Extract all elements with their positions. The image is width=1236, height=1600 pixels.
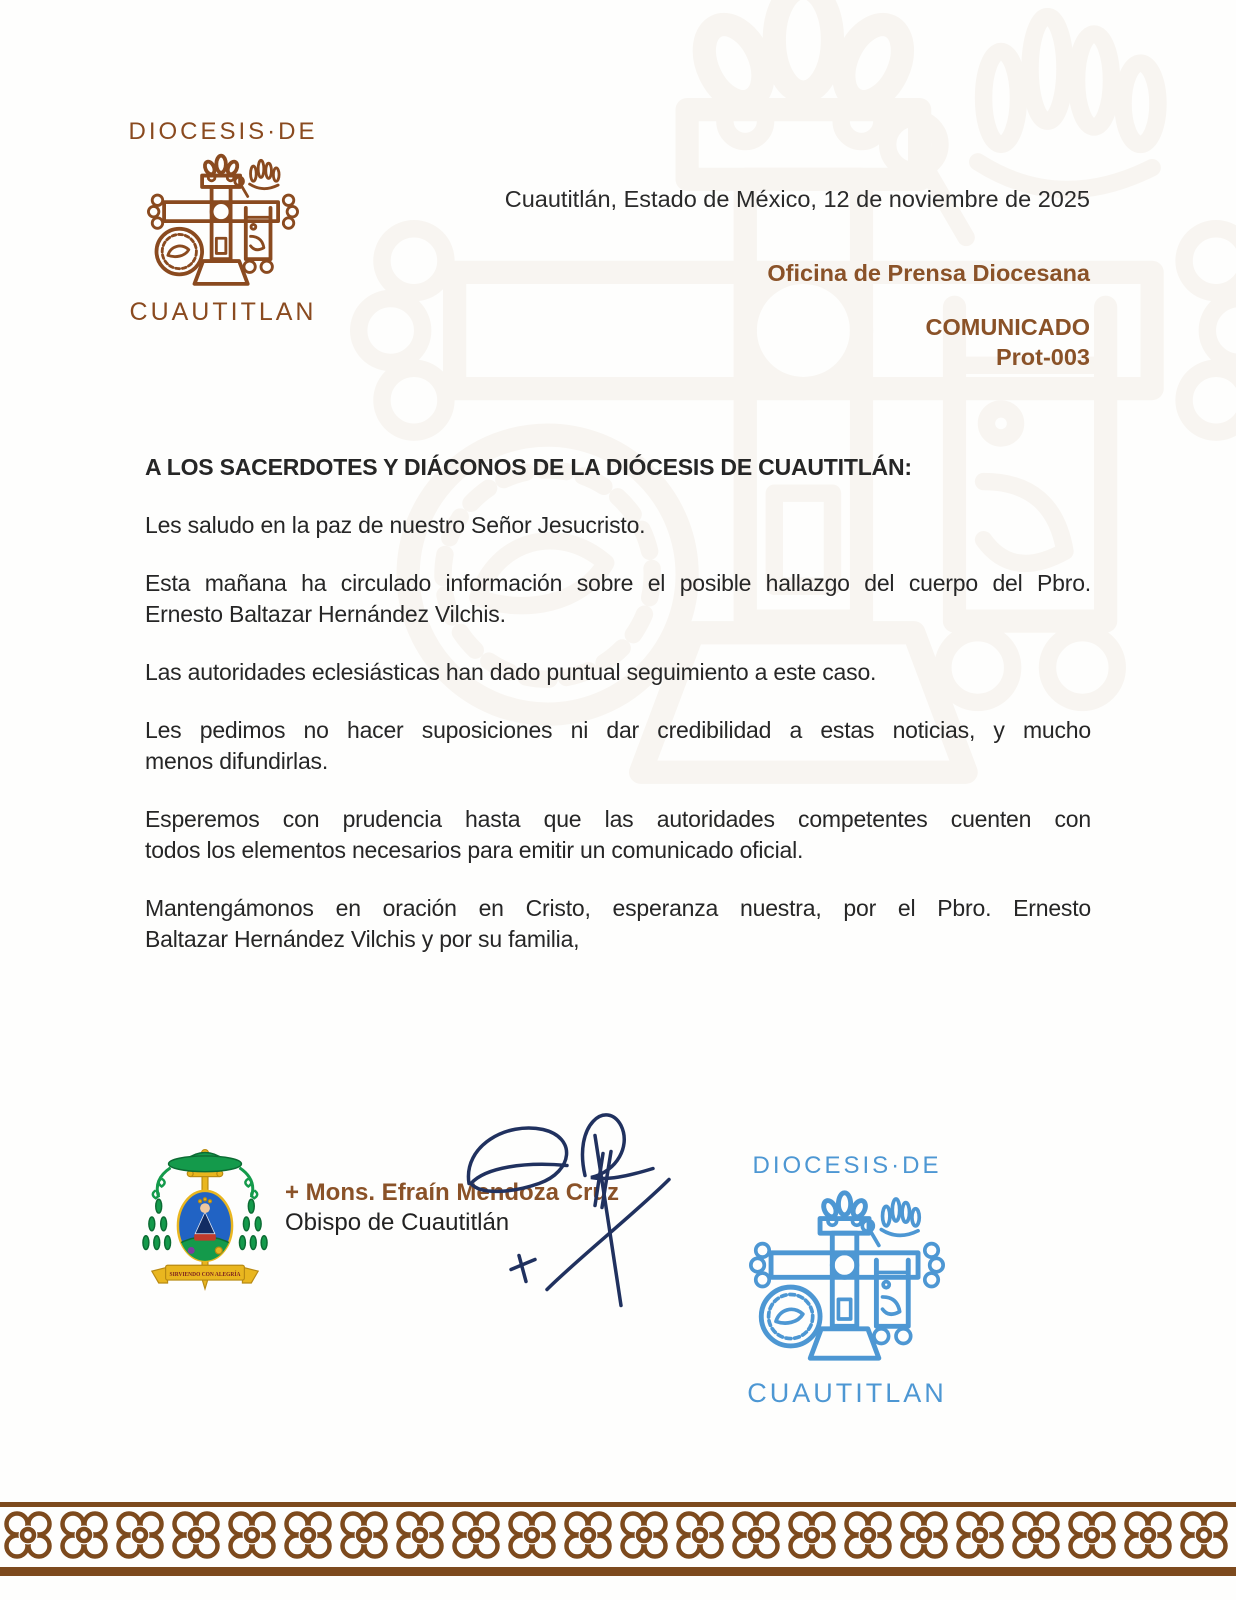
signatory-name: + Mons. Efraín Mendoza Cruz bbox=[285, 1179, 620, 1206]
signature-ink-icon bbox=[455, 1082, 690, 1310]
line: Mantengámonos en oración en Cristo, esperanza nuestra, por el Pbro. Ernesto bbox=[145, 895, 1091, 921]
doc-type-label: COMUNICADO bbox=[925, 314, 1090, 340]
paragraph-2 bbox=[145, 568, 1091, 630]
diocese-emblem-icon bbox=[147, 152, 299, 296]
line: Les pedimos no hacer suposiciones ni dar credibilidad a estas noticias, y mucho bbox=[145, 717, 1091, 743]
line: Las autoridades eclesiásticas han dado puntual seguimiento a este caso. bbox=[145, 659, 877, 685]
stamp-wordmark-top: DIOCESIS·DE bbox=[752, 1152, 942, 1179]
logo-wordmark-bottom: CUAUTITLAN bbox=[129, 298, 317, 326]
letter-header bbox=[505, 184, 1090, 372]
line: Les saludo en la paz de nuestro Señor Jesucristo. bbox=[145, 512, 646, 538]
decorative-border bbox=[0, 1497, 1236, 1581]
press-office-label: Oficina de Prensa Diocesana bbox=[767, 260, 1090, 286]
logo-wordmark-top: DIOCESIS·DE bbox=[128, 118, 318, 145]
line: todos los elementos necesarios para emitir un comunicado oficial. bbox=[145, 837, 804, 863]
dateline: Cuautitlán, Estado de México, 12 de noviembre de 2025 bbox=[504, 186, 1090, 212]
line: Esta mañana ha circulado información sobre el posible hallazgo del cuerpo del Pbro. bbox=[145, 570, 1091, 596]
signatory-title: Obispo de Cuautitlán bbox=[285, 1209, 510, 1236]
bishop-crest bbox=[140, 1138, 270, 1296]
line: menos difundirlas. bbox=[145, 748, 329, 774]
paragraph-3 bbox=[145, 657, 1091, 688]
paragraph-6 bbox=[145, 893, 1091, 955]
diocese-stamp bbox=[740, 1152, 954, 1409]
letter-body bbox=[145, 452, 1091, 955]
line: Ernesto Baltazar Hernández Vilchis. bbox=[145, 601, 506, 627]
protocol-number: Prot-003 bbox=[995, 344, 1090, 370]
paragraph-1 bbox=[145, 510, 1091, 541]
letterhead-logo bbox=[128, 118, 318, 327]
stamp-wordmark-bottom: CUAUTITLAN bbox=[747, 1378, 947, 1408]
signature-scribble bbox=[455, 1082, 690, 1310]
paragraph-4 bbox=[145, 715, 1091, 777]
flower-border-icon bbox=[0, 1497, 1236, 1581]
stamp-emblem-icon bbox=[749, 1188, 945, 1374]
line: Baltazar Hernández Vilchis y por su familia, bbox=[145, 926, 580, 952]
line: Esperemos con prudencia hasta que las autoridades competentes cuenten con bbox=[145, 806, 1091, 832]
crest-motto: SIRVIENDO CON ALEGRÍA bbox=[169, 1271, 253, 1279]
bishop-crest-icon bbox=[140, 1138, 270, 1296]
salutation-heading: A LOS SACERDOTES Y DIÁCONOS DE LA DIÓCESIS DE CUAUTITLÁN: bbox=[145, 454, 912, 480]
paragraph-5 bbox=[145, 804, 1091, 866]
